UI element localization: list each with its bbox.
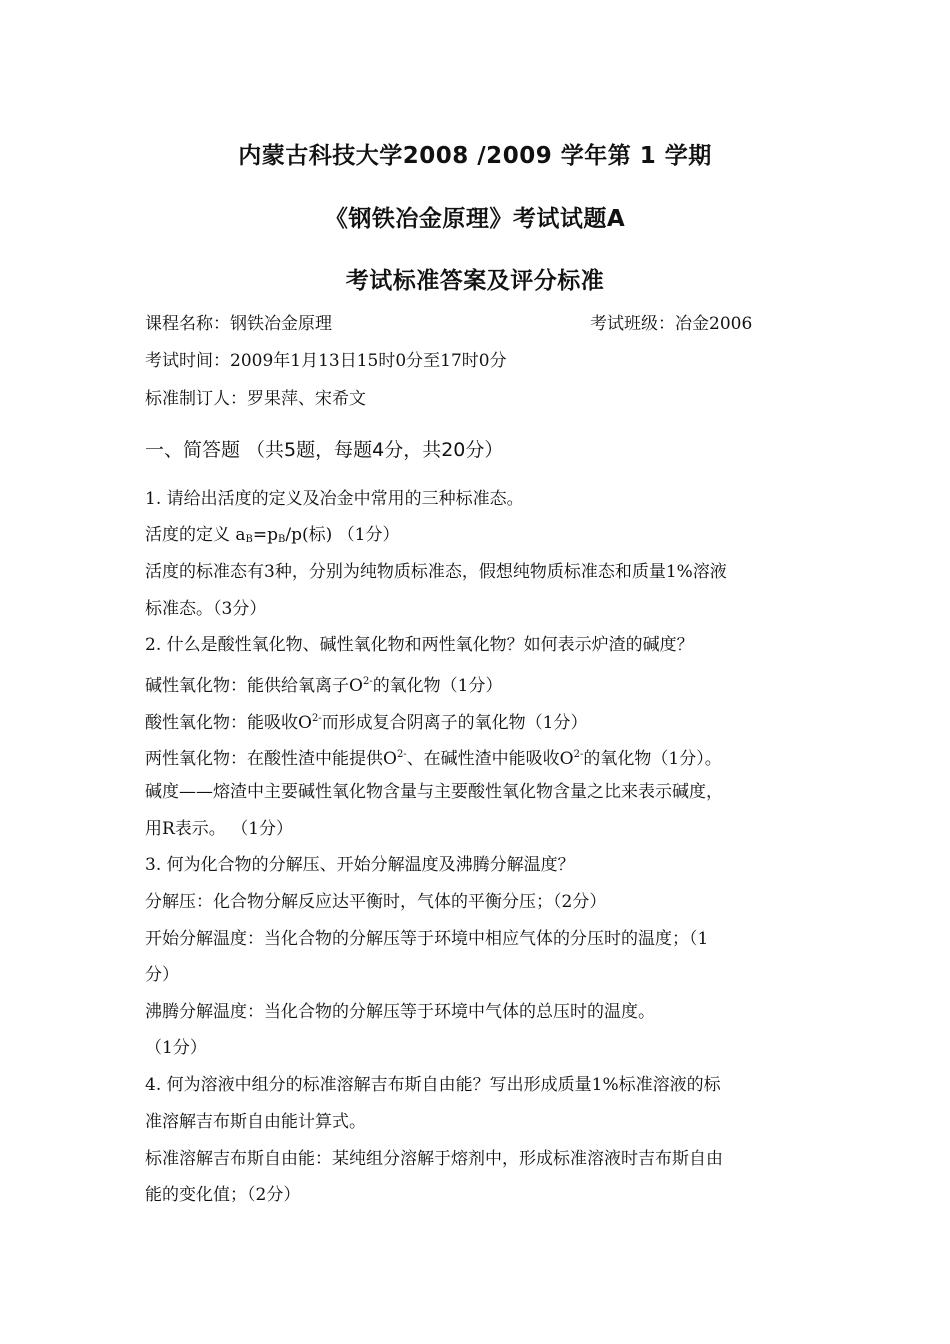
basic-text-1: 碱性氧化物：能供给氧离子O xyxy=(145,676,363,696)
activity-definition xyxy=(145,523,810,552)
question-3: 3. 何为化合物的分解压、开始分解温度及沸腾分解温度？ xyxy=(145,855,575,875)
amphoteric-oxide-answer xyxy=(145,743,810,771)
start-temperature-line-2: 分） xyxy=(145,965,179,985)
answer-standard-title: 考试标准答案及评分标准 xyxy=(345,268,605,294)
acid-text-2: 而形成复合阴离子的氧化物（1分） xyxy=(321,713,588,733)
amph-text-2: 、在碱性渣中能吸收O xyxy=(406,749,574,769)
acid-oxide-answer xyxy=(145,707,810,735)
def-text-1: 活度的定义 a xyxy=(145,525,246,545)
decomposition-pressure: 分解压：化合物分解反应达平衡时，气体的平衡分压；（2分） xyxy=(145,892,607,912)
exam-title: 《钢铁冶金原理》考试试题A xyxy=(324,206,626,232)
exam-class: 考试班级：冶金2006 xyxy=(590,314,753,334)
question-1: 1. 请给出活度的定义及冶金中常用的三种标准态。 xyxy=(145,489,524,509)
gibbs-answer-line-1: 标准溶解吉布斯自由能：某纯组分溶解于熔剂中，形成标准溶液时吉布斯自由 xyxy=(145,1149,723,1169)
university-term-title: 内蒙古科技大学2008 /2009 学年第 1 学期 xyxy=(238,143,712,169)
def-text-3: /p(标) （1分） xyxy=(285,525,400,545)
basicity-line-1: 碱度——熔渣中主要碱性氧化物含量与主要酸性氧化物含量之比来表示碱度， xyxy=(145,782,723,802)
amph-text-3: 的氧化物（1分）。 xyxy=(583,749,722,769)
standard-state-line-1: 活度的标准态有3种，分别为纯物质标准态，假想纯物质标准态和质量1%溶液 xyxy=(145,562,727,582)
basic-oxide-answer xyxy=(145,670,810,698)
amph-sup-2: 2- xyxy=(573,749,584,760)
question-2: 2. 什么是酸性氧化物、碱性氧化物和两性氧化物？如何表示炉渣的碱度？ xyxy=(145,635,694,655)
boiling-temperature-line-1: 沸腾分解温度：当化合物的分解压等于环境中气体的总压时的温度。 xyxy=(145,1002,655,1022)
question-4-line-1: 4. 何为溶液中组分的标准溶解吉布斯自由能？写出形成质量1%标准溶液的标 xyxy=(145,1075,721,1095)
start-temperature-line-1: 开始分解温度：当化合物的分解压等于环境中相应气体的分压时的温度；（1 xyxy=(145,929,709,949)
def-text-2: =p xyxy=(252,525,279,545)
exam-time: 考试时间：2009年1月13日15时0分至17时0分 xyxy=(145,351,507,371)
def-sub-2: B xyxy=(278,534,286,545)
boiling-temperature-line-2: （1分） xyxy=(145,1038,207,1058)
basicity-line-2: 用R表示。 （1分） xyxy=(145,819,294,839)
basic-text-2: 的氧化物（1分） xyxy=(372,676,503,696)
gibbs-answer-line-2: 能的变化值；（2分） xyxy=(145,1185,301,1205)
amph-text-1: 两性氧化物：在酸性渣中能提供O xyxy=(145,749,397,769)
acid-text-1: 酸性氧化物：能吸收O xyxy=(145,713,312,733)
acid-sup: 2- xyxy=(311,713,322,724)
standard-author: 标准制订人：罗果萍、宋希文 xyxy=(145,389,366,409)
course-name: 课程名称：钢铁冶金原理 xyxy=(145,314,332,334)
basic-sup: 2- xyxy=(362,676,373,687)
amph-sup-1: 2- xyxy=(396,749,407,760)
def-sub-1: B xyxy=(245,534,253,545)
section-heading: 一、简答题 （共5题，每题4分，共20分） xyxy=(145,439,504,461)
standard-state-line-2: 标准态。（3分） xyxy=(145,599,267,619)
question-4-line-2: 准溶解吉布斯自由能计算式。 xyxy=(145,1112,366,1132)
